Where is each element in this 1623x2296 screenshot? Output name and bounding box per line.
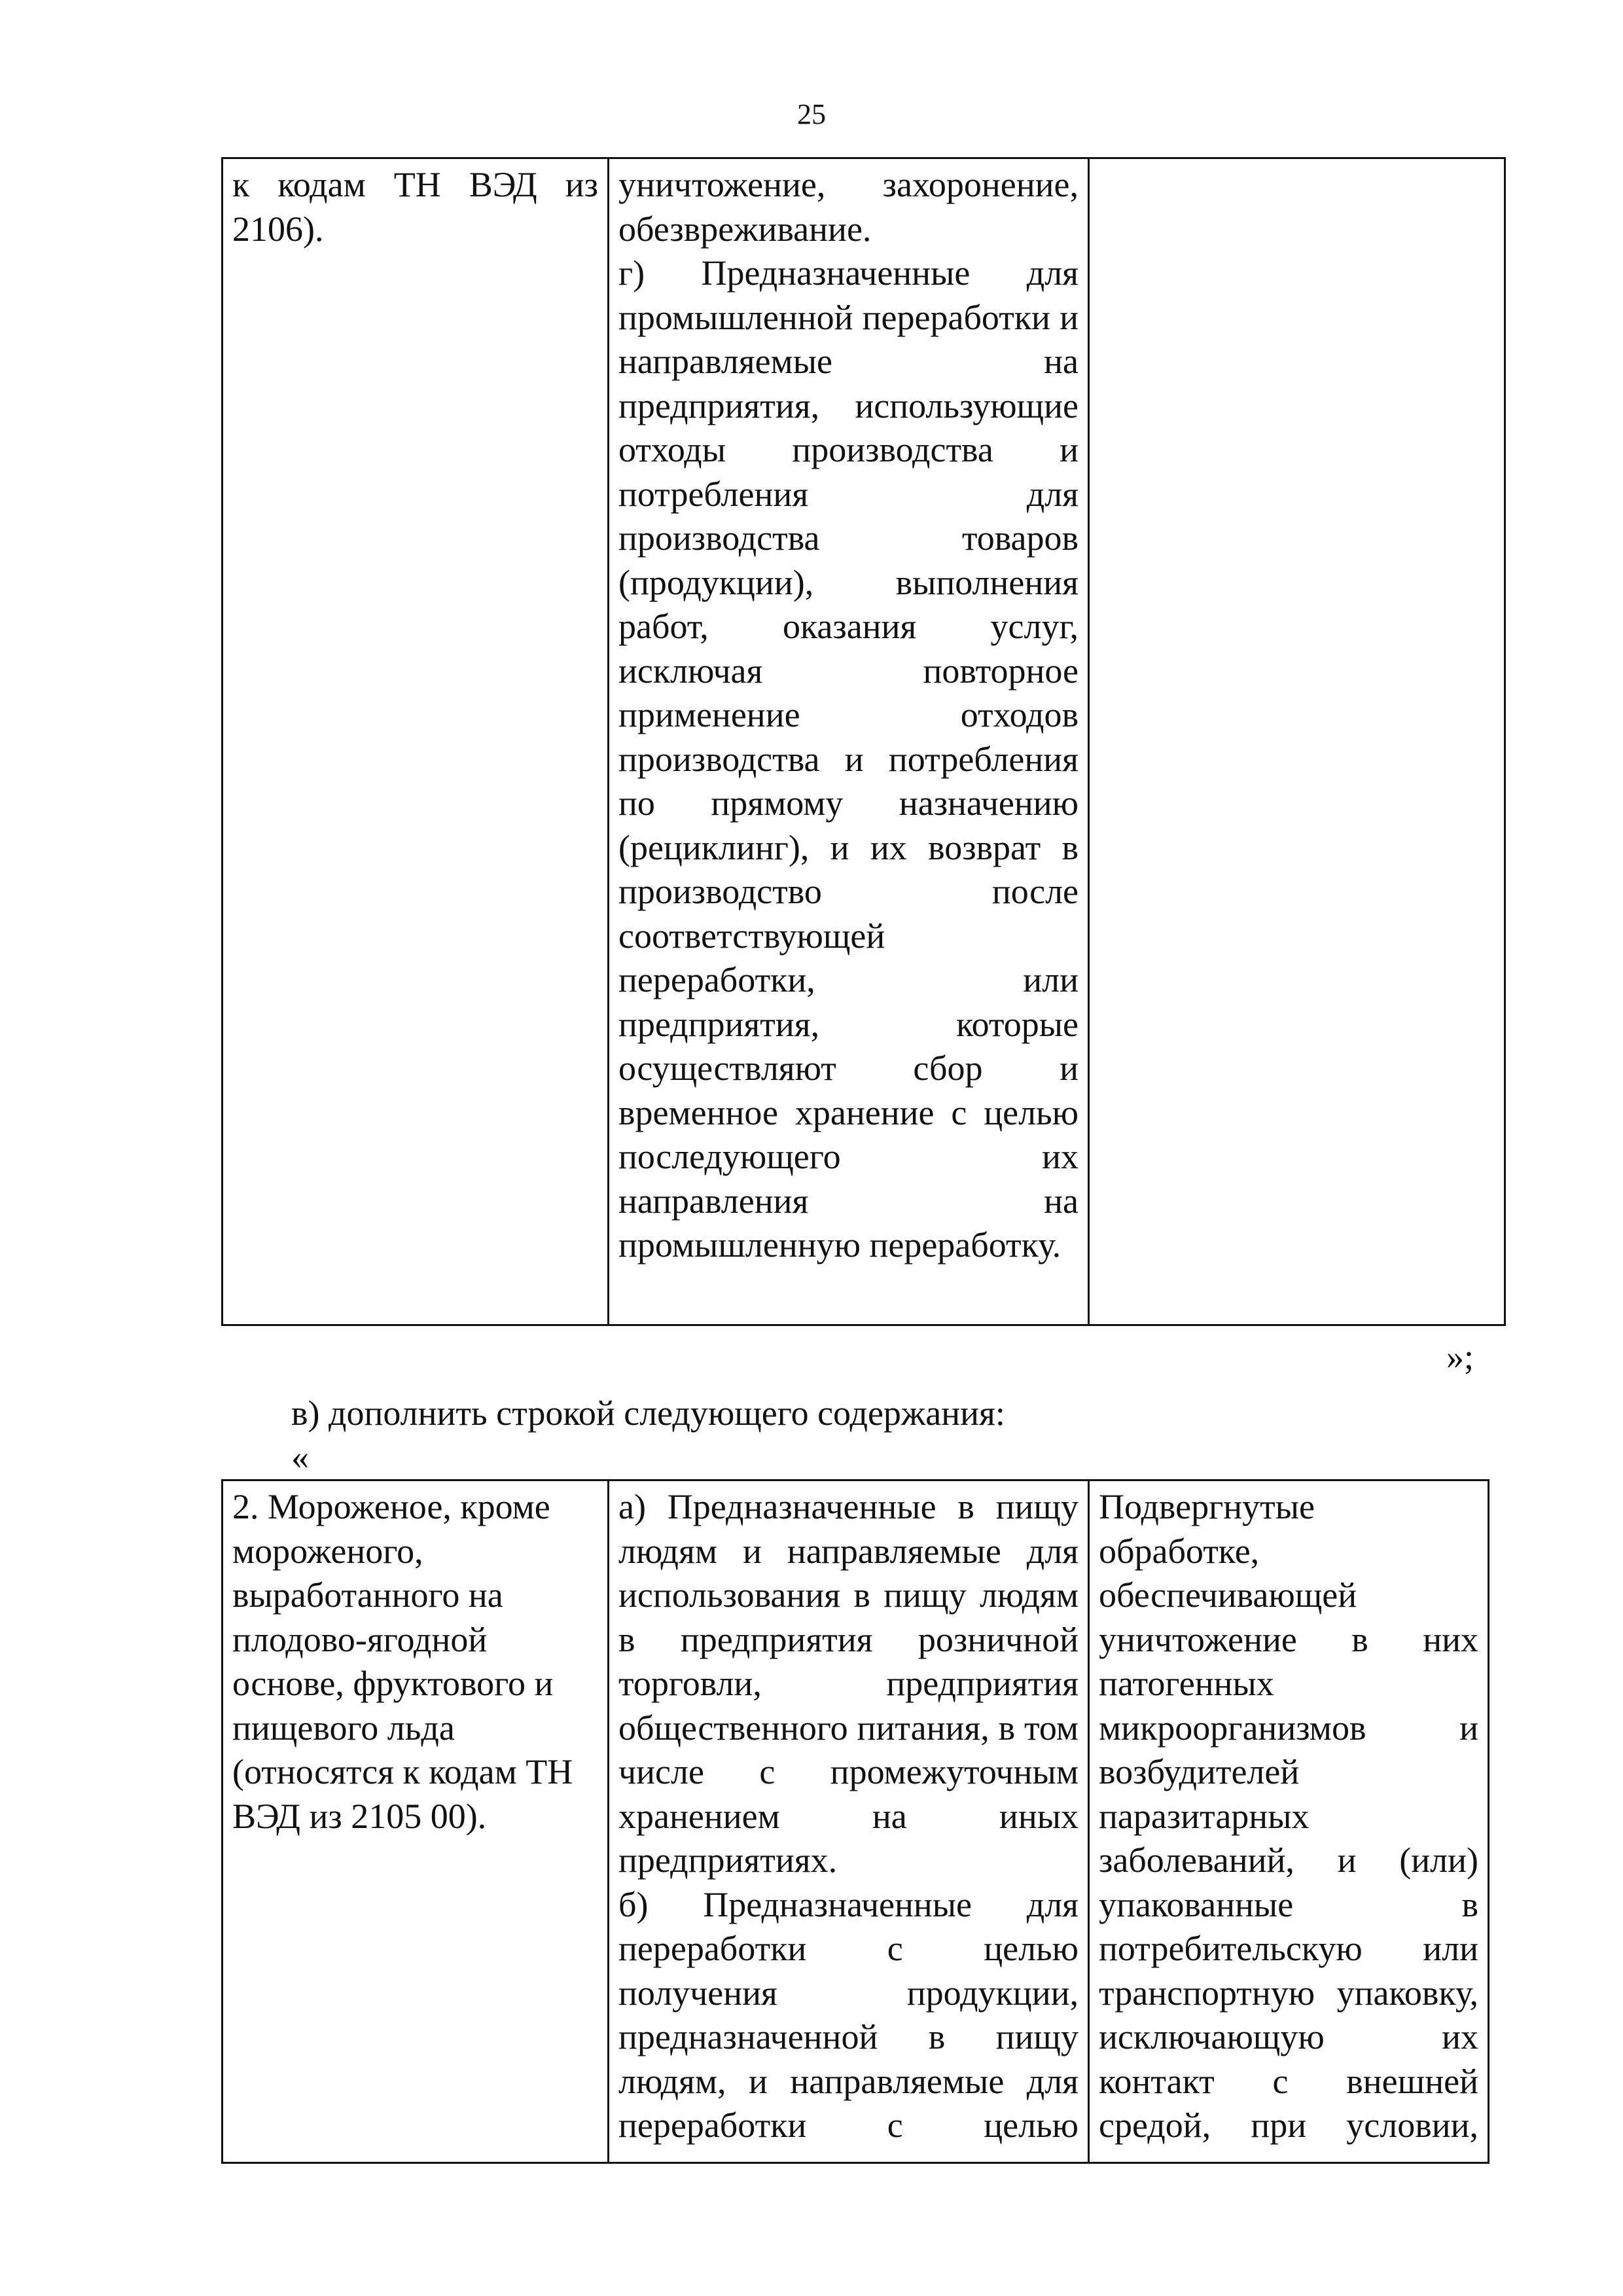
table-top-col2-paragraph-2: г) Предназначенные для промышленной переработки и направляемые на предприятия, использующие отходы производства и потребления для производства товаров (продукции), выполнения работ, оказания услуг, исключая повторное применение отходов производства и потребления по прямому назначению (рециклинг), и их возврат в производство после соответствующей переработки, или предприятия, которые осуществляют сбор и временное хранение с целью последующего их направления на промышленную переработку. bbox=[618, 253, 1079, 1265]
instruction-text: в) дополнить строкой следующего содержания: bbox=[291, 1393, 1005, 1433]
table-bottom-col1-text: 2. Мороженое, кроме мороженого, выработанного на плодово-ягодной основе, фруктового и пищевого льда (относятся к кодам ТН ВЭД из 2105 00). bbox=[232, 1487, 573, 1836]
table-bottom-col3-content bbox=[1099, 1485, 1478, 2159]
table-bottom-col2-content bbox=[618, 1485, 1079, 2159]
table-bottom-cell-3 bbox=[1089, 1480, 1489, 2163]
closing-quote: »; bbox=[1446, 1337, 1474, 1376]
opening-quote: « bbox=[291, 1437, 309, 1477]
table-bottom-cell-1 bbox=[223, 1480, 609, 2163]
table-bottom bbox=[221, 1479, 1489, 2164]
table-top-cell-3 bbox=[1089, 158, 1505, 1325]
table-bottom-col2-paragraph-2: б) Предназначенные для переработки с целью получения продукции, предназначенной в пищу людям, и направляемые для переработки с целью bbox=[618, 1884, 1079, 2145]
table-bottom-cell-2 bbox=[609, 1480, 1089, 2163]
table-top-col1-text: к кодам ТН ВЭД из 2106). bbox=[232, 165, 598, 249]
table-bottom-col3-text: Подвергнутые обработке, обеспечивающей уничтожение в них патогенных микроорганизмов и возбудителей паразитарных заболеваний, и (или) упакованные в потребительскую или транспортную упаковку, исключающую их контакт с внешней средой, при условии, bbox=[1099, 1487, 1478, 2145]
table-top-cell-1 bbox=[223, 158, 609, 1325]
table-row bbox=[223, 158, 1505, 1325]
page-number: 25 bbox=[797, 98, 826, 130]
table-top-col2-paragraph-1: уничтожение, захоронение, обезвреживание. bbox=[618, 165, 1079, 249]
table-row bbox=[223, 1480, 1489, 2163]
table-top bbox=[221, 157, 1506, 1326]
table-bottom-col2-paragraph-1: а) Предназначенные в пищу людям и направляемые для использования в пищу людям в предприятия розничной торговли, предприятия общественного питания, в том числе с промежуточным хранением на иных предприятиях. bbox=[618, 1487, 1079, 1880]
table-top-cell-2 bbox=[609, 158, 1089, 1325]
